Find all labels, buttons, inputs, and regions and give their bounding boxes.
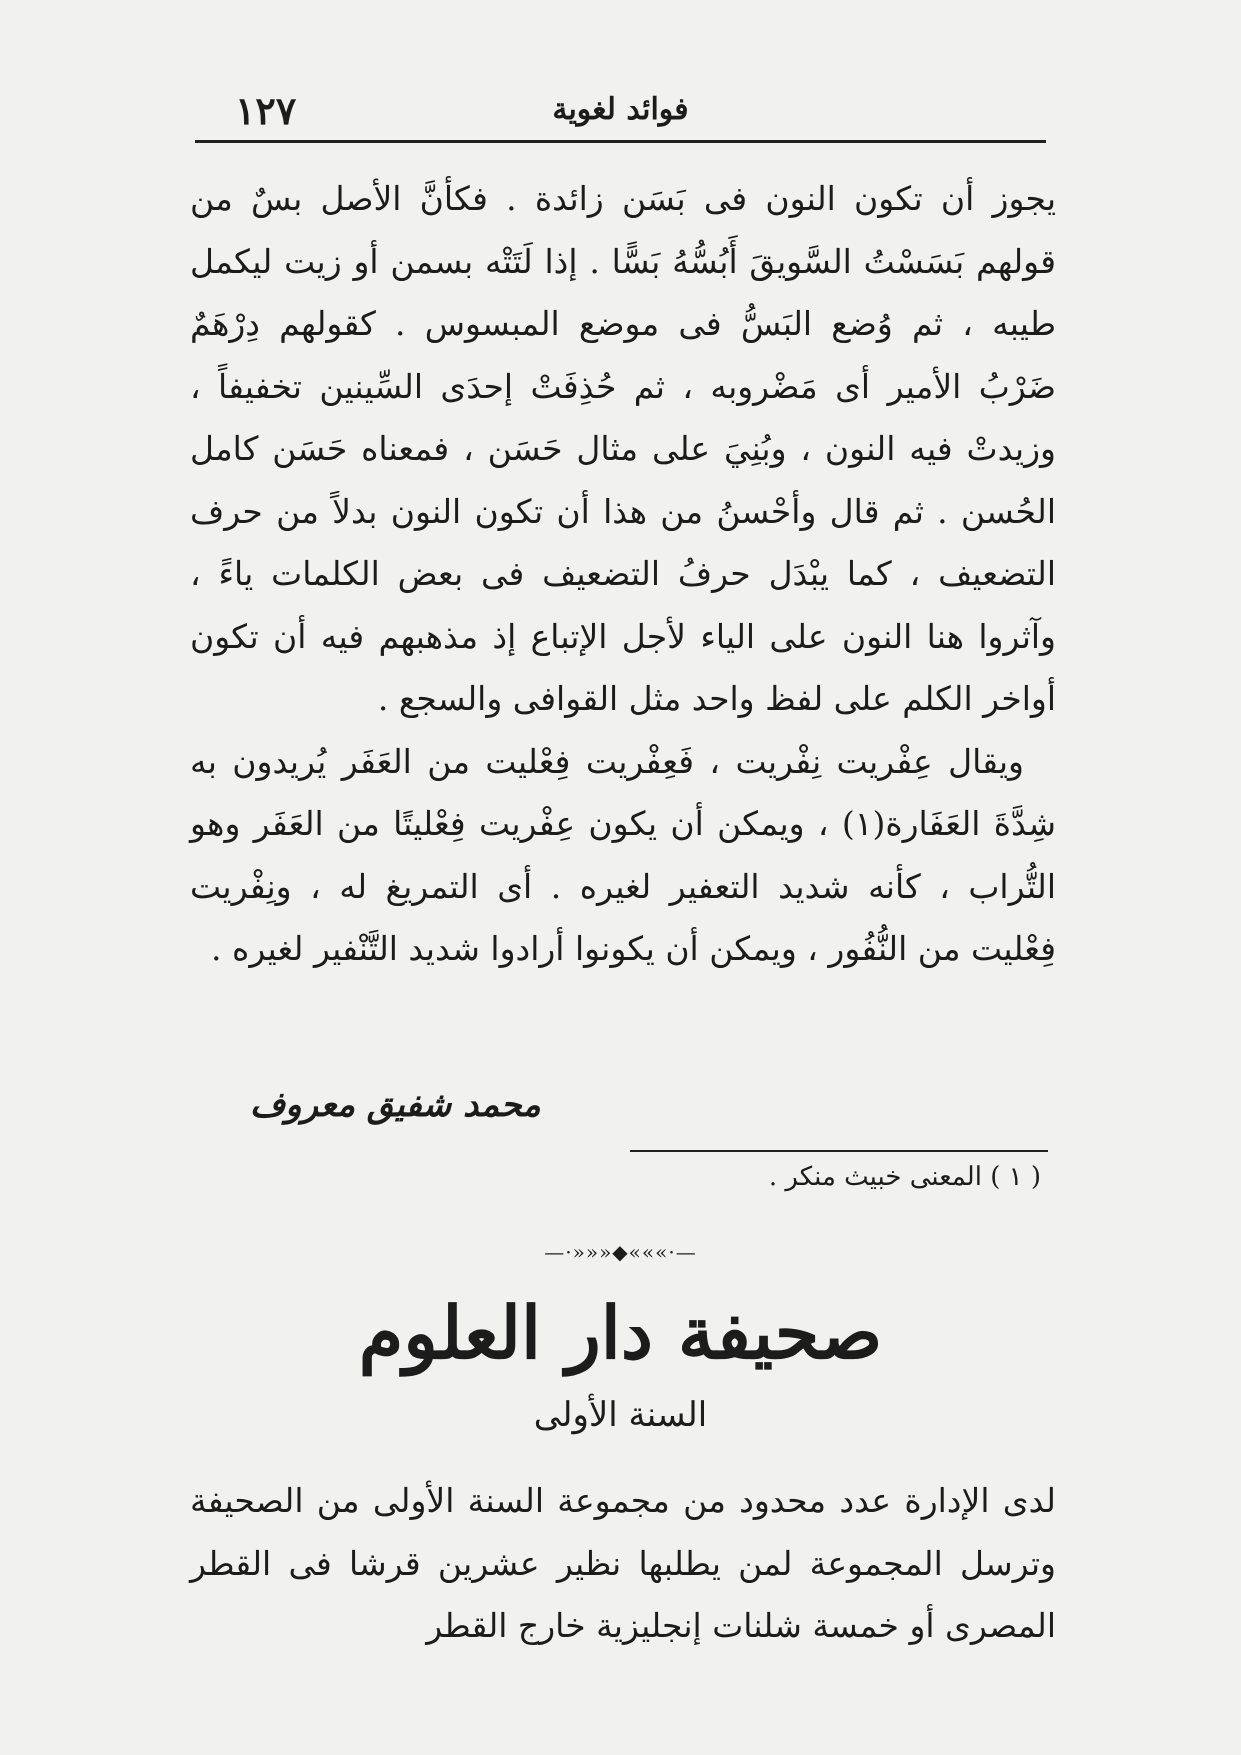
- page-number: ١٢٧: [235, 88, 297, 133]
- journal-title: صحيفة دار العلوم: [358, 1290, 883, 1375]
- journal-subtitle: السنة الأولى: [533, 1395, 708, 1435]
- author-signature: محمد شفيق معروف: [250, 1085, 541, 1125]
- page-header: [195, 88, 1046, 136]
- header-rule: [195, 140, 1046, 143]
- footnote-rule: [630, 1150, 1048, 1152]
- journal-notice: [190, 1470, 1056, 1658]
- section-ornament: —·»»»◆«««·—: [544, 1240, 697, 1264]
- footnote: ( ١ ) المعنى خبيث منكر .: [768, 1162, 1041, 1192]
- article-body: [190, 168, 1056, 981]
- running-title: فوائد لغوية: [552, 92, 689, 127]
- notice-text: لدى الإدارة عدد محدود من مجموعة السنة الأولى من الصحيفة وترسل المجموعة لمن يطلبها نظير عشرين قرشا فى القطر المصرى أو خمسة شلنات إنجليزية خارج القطر: [190, 1481, 1056, 1645]
- paragraph-1: يجوز أن تكون النون فى بَسَن زائدة . فكأنَّ الأصل بسٌ من قولهم بَسَسْتُ السَّويقَ أَبُسُّهُ بَسًّا . إذا لَتَتْه بسمن أو زيت ليكمل طيبه ، ثم وُضع البَسُّ فى موضع المبسوس . كقولهم دِرْهَمٌ ضَرْبُ الأمير أى مَضْروبه ، ثم حُذِفَتْ إحدَى السِّينين تخفيفاً ، وزيدتْ فيه النون ، وبُنِيَ على مثال حَسَن ، فمعناه حَسَن كامل الحُسن . ثم قال وأحْسنُ من هذا أن تكون النون بدلاً من حرف التضعيف ، كما يبْدَل حرفُ التضعيف فى بعض الكلمات ياءً ، وآثروا هنا النون على الياء لأجل الإتباع إذ مذهبهم فيه أن تكون أواخر الكلم على لفظ واحد مثل القوافى والسجع .: [190, 179, 1057, 718]
- paragraph-2: ويقال عِفْريت نِفْريت ، فَعِفْريت فِعْليت من العَفَر يُريدون به شِدَّةَ العَفَارة(١) ، ويمكن أن يكون عِفْريت فِعْليتًا من العَفَر وهو التُّراب ، كأنه شديد التعفير لغيره . أى التمريغ له ، ونِفْريت فِعْليت من النُّفُور ، ويمكن أن يكونوا أرادوا شديد التَّنْفير لغيره .: [190, 741, 1056, 968]
